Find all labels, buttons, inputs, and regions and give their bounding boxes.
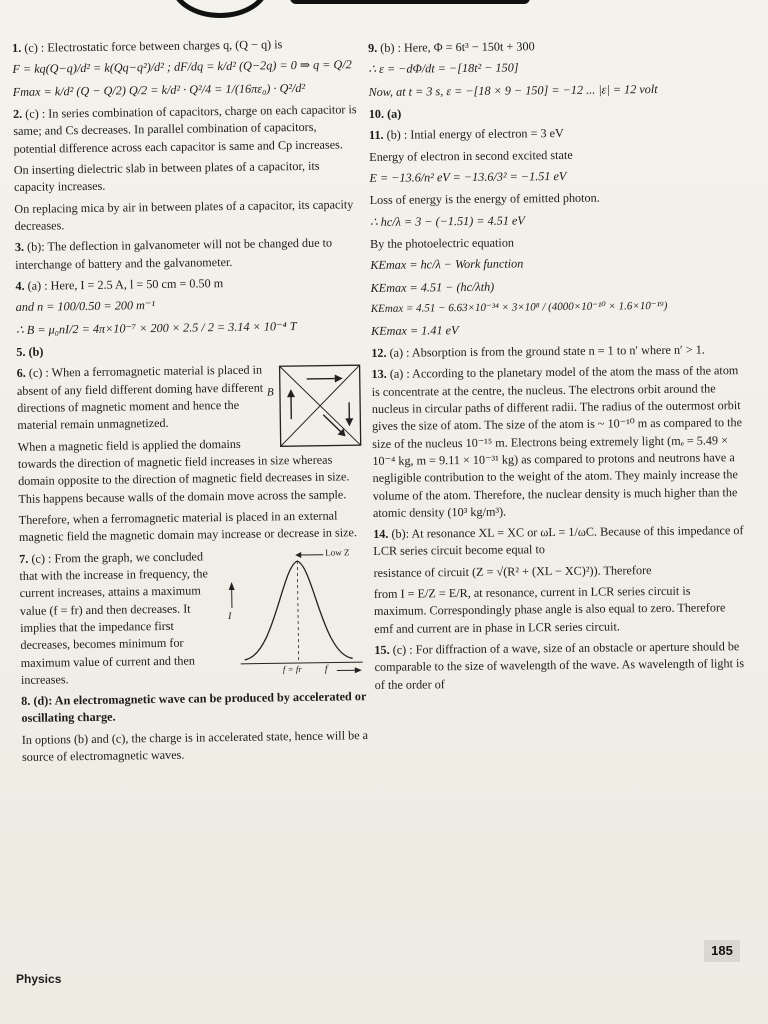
answer-6 [17,360,366,434]
answer-text: (c) : In series combination of capacitors, charge on each capacitor is same; and Cs decreases. In parallel combination of capacitors, potential difference across each capacitor is same and Cp increases. [13,102,357,156]
header-banner [290,0,530,4]
answer-8 [21,688,369,728]
answer-number: 13. [371,367,387,382]
chapter-header-art [170,0,550,18]
equation: ∴ B = μ₀nI/2 = 4π×10⁻⁷ × 200 × 2.5 / 2 = 3.14 × 10⁻⁴ T [15,318,297,337]
answer-text: (c) : From the graph, we concluded that with the increase in frequency, the current increases, attains a maximum value (f = fr) and then decreases. It implies that the impedance first decreases, becomes minimum for maximum value of current and then increases. [19,548,208,687]
answer-number: 9. [368,40,378,55]
equation: ∴ hc/λ = 3 − (−1.51) = 4.51 eV [369,212,525,229]
paragraph: resistance of circuit (Z = √(R² + (XL − XC)²)). Therefore [373,562,652,580]
answer-9 [368,36,740,57]
answer-4 [15,273,363,295]
y-axis-label: I [227,610,232,622]
peak-label: Low Z [325,546,350,558]
answer-number: 10. [368,106,385,121]
equation: KEmax = 4.51 − 6.63×10⁻³⁴ × 3×10⁸ / (4000×10⁻¹⁰ × 1.6×10⁻¹⁹) [370,299,668,315]
answer-number: 2. [12,106,23,121]
equation: and n = 100/0.50 = 200 m⁻¹ [15,298,156,315]
answer-text: (b) : Here, Φ = 6t³ − 150t + 300 [380,39,535,55]
paragraph: In options (b) and (c), the charge is in accelerated state, hence will be a source of electromagnetic waves. [21,727,369,765]
answer-number: 4. [15,278,25,293]
answer-text: (b): At resonance XL = XC or ωL = 1/ωC. Because of this impedance of LCR series circuit become equal to [373,523,744,559]
answer-number: 15. [374,642,390,658]
equation: Now, at t = 3 s, ε = −[18 × 9 − 150] = −12 ... |ε| = 12 volt [368,81,658,99]
answer-text: (a) : Here, I = 2.5 A, l = 50 cm = 0.50 m [27,276,224,293]
answer-number: 5. [16,344,26,359]
left-column [12,35,370,770]
paragraph: Loss of energy is the energy of emitted photon. [369,190,600,208]
answer-10 [369,102,741,123]
answer-5 [16,339,364,361]
domain-figure [266,362,364,449]
answer-13 [371,362,745,522]
paragraph: Therefore, when a ferromagnetic material is placed in an external magnetic field the magnetic domain may increase or decrease in size. [18,508,358,545]
equation: Fmax = k/d² (Q − Q/2) Q/2 = k/d² · Q²/4 = 1/(16πε₀) · Q²/d² [12,80,306,99]
answer-number: 14. [373,526,389,542]
footer-subject: Physics [16,972,62,986]
header-arc [170,0,270,18]
paragraph: By the photoelectric equation [370,235,515,251]
equation: ∴ ε = −dΦ/dt = −[18t² − 150] [368,60,519,77]
domain-diagram [277,362,364,449]
answer-number: 11. [368,128,384,143]
answer-text: (d): An electromagnetic wave can be produced by accelerated or oscillating charge. [21,689,367,726]
answer-15 [374,638,747,694]
answer-1 [12,35,360,57]
answer-3 [15,234,363,274]
answer-number: 1. [12,40,22,55]
answer-number: 8. [21,693,31,709]
paragraph: On inserting dielectric slab in between plates of a capacitor, its capacity increases. [13,158,320,195]
figure-label: B [266,386,274,399]
answer-12 [371,341,743,362]
answer-text: (a) [386,106,402,121]
answer-11 [369,123,741,144]
equation: E = −13.6/n² eV = −13.6/3² = −1.51 eV [369,168,567,185]
answer-text: (a) : Absorption is from the ground state n = 1 to n′ where n′ > 1. [389,342,705,360]
answer-7 [19,546,369,689]
paragraph: On replacing mica by air in between plates of a capacitor, its capacity decreases. [14,196,354,233]
answer-text: (b) [28,344,44,359]
answer-number: 3. [14,240,25,255]
right-column [368,36,747,698]
answer-text: (c) : When a ferromagnetic material is placed in absent of any field different doming have different directions of magnetic moment and hence the material remain unmagnetized. [16,362,264,433]
answer-2 [13,101,362,158]
resonance-curve [223,546,367,678]
answer-text: (c) : Electrostatic force between charges q, (Q − q) is [24,37,283,55]
paragraph: When a magnetic field is applied the domains towards the direction of magnetic field increases in size whereas domain opposite to the direction of magnetic field decreases in size. This happens because walls of the domain move across the sample. [17,436,350,506]
x-axis-label: f [324,663,328,675]
answer-text: (b) : Intial energy of electron = 3 eV [386,126,564,143]
answer-number: 6. [16,366,26,381]
answer-text: (c) : For diffraction of a wave, size of an obstacle or aperture should be comparable to the size of wavelength of the wave. As wavelength of light is of the order of [374,639,745,692]
answer-14 [373,522,745,561]
paragraph: Energy of electron in second excited state [369,147,573,164]
answer-number: 7. [19,551,29,566]
equation: KEmax = 1.41 eV [370,322,459,338]
equation: F = kq(Q−q)/d² = k(Qq−q²)/d² ; dF/dq = k/d² (Q−2q) = 0 ⇒ q = Q/2 [12,57,352,77]
page-number: 185 [704,940,740,962]
resonance-graph [223,546,367,678]
answer-text: (b): The deflection in galvanometer will not be changed due to interchange of battery and the galvanometer. [15,235,333,272]
equation: KEmax = 4.51 − (hc/λth) [370,279,495,295]
equation: KEmax = hc/λ − Work function [370,256,524,273]
x-mark-label: f = fr [282,663,302,674]
answer-number: 12. [371,345,387,360]
paragraph: from I = E/Z = E/R, at resonance, current in LCR series circuit is maximum. Correspondingly phase angle is also equal to zero. Therefore emf and current are in phase in LCR series circuit. [373,583,726,636]
answer-text: (a) : According to the planetary model of the atom the mass of the atom is concentrate at the centre, the nucleus. The electrons orbit around the nucleus in circular paths of different radii. The radius of the outermost orbit gives the size of atom. The size of the atom is ~ 10⁻¹⁰ m as compared to the size of the nucleus 10⁻¹⁵ m. Electrons being extremely light (mₑ = 5.49 × 10⁻⁴ kg, m = 9.11 × 10⁻³¹ kg) as compared to protons and neutrons have a negligible contribution to the weight of the atom. They mainly increase the volume of the atom. Therefore, the nuclear density is much higher than the atomic density (10³ kg/m³). [371,363,743,520]
